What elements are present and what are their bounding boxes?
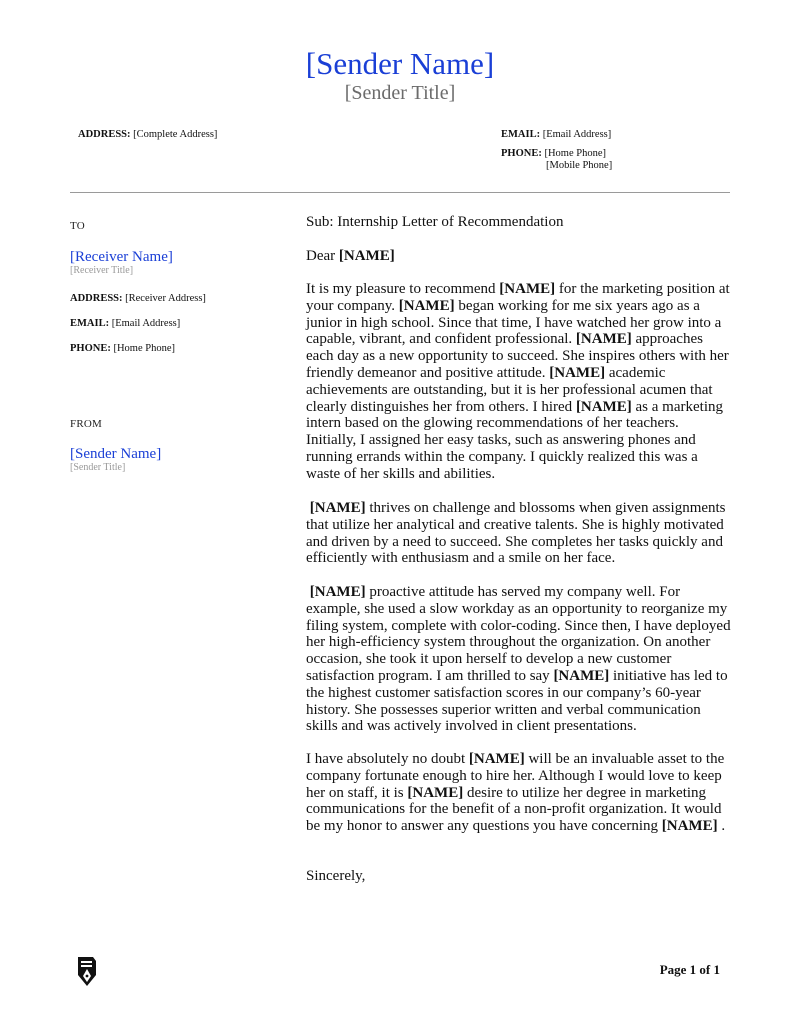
p4-text-c: desire to utilize her degree in marketing communications for the benefit of a non-profit organization. It would be my honor to answer any questions you have concerning: [306, 784, 722, 835]
name-placeholder: [NAME]: [407, 784, 464, 801]
p1-text-d: approaches each day as a new opportunity to succeed. She inspires others with her friendly demeanor and positive attitude.: [306, 331, 729, 381]
salutation-prefix: Dear: [306, 248, 339, 264]
p2-text-a: thrives on challenge and blossoms when given assignments that utilize her analytical and creative talents. She is highly motivated and driven by a need to succeed. She completes her tasks quickly and efficiently with enthusiasm and a smile on her face.: [306, 500, 726, 567]
p1-text-f: as a marketing intern based on the glowing recommendations of her teachers. Initially, I assigned her easy tasks, such as answering phones and running errands within the company. I quickly realized this was a waste of her skills and abilities.: [306, 398, 723, 482]
email-label: EMAIL:: [501, 129, 541, 140]
receiver-address-value: [Receiver Address]: [125, 293, 206, 304]
receiver-phone-label: PHONE:: [70, 343, 111, 354]
receiver-email-value: [Email Address]: [111, 318, 181, 329]
name-placeholder: [NAME]: [398, 297, 455, 314]
p4-text-a: I have absolutely no doubt: [306, 751, 469, 767]
name-placeholder: [NAME]: [553, 667, 610, 684]
name-placeholder: [NAME]: [499, 281, 556, 297]
p3-text-b: initiative has led to the highest customer satisfaction scores in our company’s 60-year history. She possesses superior written and verbal communication skills and was actively involved in client presentations.: [306, 667, 728, 735]
paragraph-2: [306, 500, 732, 567]
sender-title: [Sender Title]: [344, 82, 456, 104]
address-label: ADDRESS:: [78, 129, 131, 140]
sender-address-line: [78, 128, 217, 141]
sender-email-line: [501, 128, 611, 141]
receiver-phone-line: [70, 342, 175, 355]
header-divider: [70, 192, 730, 193]
name-placeholder: [NAME]: [338, 248, 395, 264]
to-label: TO: [70, 220, 85, 232]
receiver-email-label: EMAIL:: [70, 318, 110, 329]
p3-text-a: proactive attitude has served my company well. For example, she used a slow workday as an opportunity to reorganize my filing system, complete with color-coding. Since then, I have deployed her high-efficiency system throughout the organization. On another occasion, she took it upon herself to develop a new customer satisfaction program. I am thrilled to say: [306, 584, 731, 684]
paragraph-4: [306, 751, 732, 835]
receiver-address-label: ADDRESS:: [70, 293, 123, 304]
p1-text-e: academic achievements are outstanding, but it is her professional acumen that clearly distinguishes her from others. I hired: [306, 364, 713, 415]
salutation: [306, 248, 732, 265]
subject-line: Sub: Internship Letter of Recommendation: [306, 214, 564, 230]
email-value: [Email Address]: [542, 129, 612, 140]
receiver-address-line: [70, 292, 206, 305]
p1-text-a: It is my pleasure to recommend: [306, 281, 500, 297]
name-placeholder: [NAME]: [575, 331, 632, 348]
receiver-title: [Receiver Title]: [70, 265, 134, 276]
phone-label: PHONE:: [501, 148, 542, 159]
sender-name: [Sender Name]: [305, 46, 495, 81]
receiver-name: [Receiver Name]: [70, 249, 173, 265]
name-placeholder: [NAME]: [575, 398, 632, 415]
address-value: [Complete Address]: [133, 129, 218, 140]
pen-nib-logo-icon: [76, 955, 98, 987]
mobile-phone: [Mobile Phone]: [546, 160, 613, 171]
name-placeholder: [NAME]: [468, 751, 525, 767]
from-label: FROM: [70, 418, 102, 430]
closing: Sincerely,: [306, 868, 366, 884]
page-number: Page 1 of 1: [659, 962, 720, 977]
p1-text-b: for the marketing position at your company.: [306, 281, 730, 314]
p4-text-d: .: [717, 818, 726, 835]
p4-text-b: will be an invaluable asset to the company fortunate enough to hire her. Although I would love to keep her on staff, it is: [306, 751, 725, 801]
receiver-email-line: [70, 317, 180, 330]
home-phone: [Home Phone]: [544, 148, 606, 159]
name-placeholder: [NAME]: [309, 584, 366, 600]
sidebar-sender-name: [Sender Name]: [70, 446, 162, 462]
name-placeholder: [NAME]: [661, 818, 718, 835]
name-placeholder: [NAME]: [309, 500, 366, 516]
receiver-phone-value: [Home Phone]: [113, 343, 175, 354]
paragraph-1: [306, 281, 732, 483]
sidebar-sender-title: [Sender Title]: [70, 462, 126, 473]
p1-text-c: began working for me six years ago as a junior in high school. Since that time, I have watched her grow into a capable, vibrant, and confident professional.: [306, 297, 722, 348]
name-placeholder: [NAME]: [549, 364, 606, 381]
paragraph-3: [306, 584, 732, 735]
